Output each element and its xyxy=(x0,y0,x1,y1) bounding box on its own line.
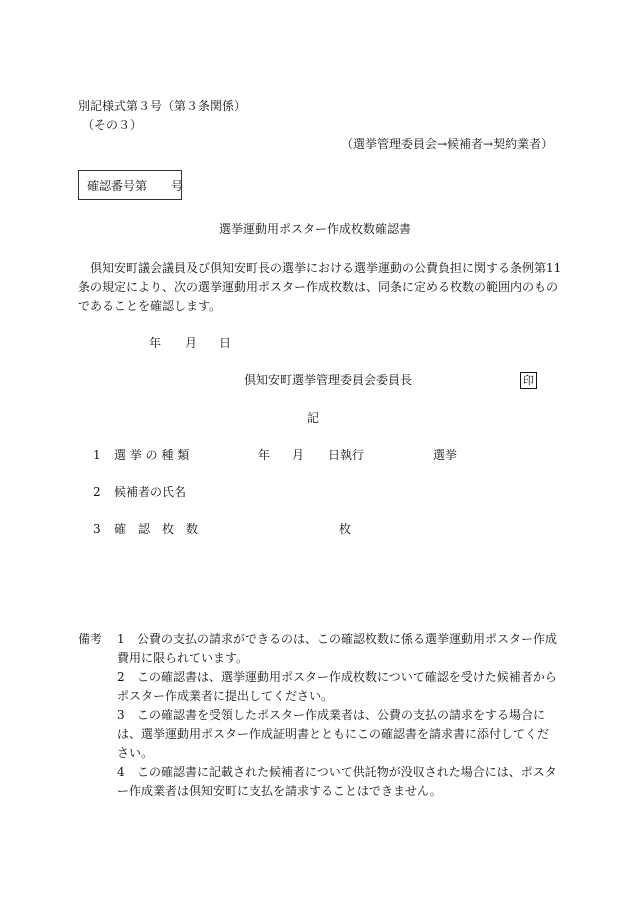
ki-heading: 記 xyxy=(307,411,320,425)
notes-label: 備考 xyxy=(78,632,103,646)
note-2-number: 2 xyxy=(117,670,125,684)
note-4-line-2: ー作成業者は倶知安町に支払を請求することはできません。 xyxy=(117,784,442,798)
seal-mark: 印 xyxy=(520,372,537,389)
note-3-number: 3 xyxy=(117,708,125,722)
note-2-line-1: この確認書は、選挙運動用ポスター作成枚数について確認を受けた候補者から xyxy=(137,670,557,684)
date-year: 年 xyxy=(149,336,162,350)
item-3-label: 確 認 枚 数 xyxy=(114,522,199,536)
item-3-number: 3 xyxy=(93,522,101,536)
item-3-unit: 枚 xyxy=(339,522,352,536)
item-1-suffix: 選挙 xyxy=(433,448,458,462)
routing-note: （選挙管理委員会→候補者→契約業者） xyxy=(341,137,554,151)
note-1-line-2: 費用に限られています。 xyxy=(117,651,249,665)
note-1-number: 1 xyxy=(117,632,125,646)
item-2-number: 2 xyxy=(93,485,101,499)
date-day: 日 xyxy=(219,336,232,350)
confirmation-number-box xyxy=(78,170,182,200)
item-1-month: 月 xyxy=(292,448,305,462)
note-2-line-2: ポスター作成業者に提出してください。 xyxy=(117,689,334,703)
item-1-day: 日執行 xyxy=(328,448,365,462)
note-4-number: 4 xyxy=(117,765,125,779)
note-1-line-1: 公費の支払の請求ができるのは、この確認枚数に係る選挙運動用ポスター作成 xyxy=(137,632,558,646)
sub-number: （その３） xyxy=(82,118,143,132)
signatory-name: 倶知安町選挙管理委員会委員長 xyxy=(244,373,413,387)
note-3-line-2: は、選挙運動用ポスター作成証明書とともにこの確認書を請求書に添付してくだ xyxy=(117,727,550,741)
form-number: 別記様式第３号（第３条関係） xyxy=(78,99,247,113)
body-line-3: であることを確認します。 xyxy=(78,299,222,313)
item-1-year: 年 xyxy=(258,448,271,462)
note-4-line-1: この確認書に記載された候補者について供託物が没収された場合には、ポスタ xyxy=(137,765,557,779)
item-2-label: 候補者の氏名 xyxy=(114,485,187,499)
item-1-number: 1 xyxy=(93,448,101,462)
note-3-line-3: さい。 xyxy=(117,746,154,760)
date-month: 月 xyxy=(185,336,198,350)
item-1-label: 選 挙 の 種 類 xyxy=(114,448,190,462)
document-title: 選挙運動用ポスター作成枚数確認書 xyxy=(219,222,412,236)
note-3-line-1: この確認書を受領したポスター作成業者は、公費の支払の請求をする場合に xyxy=(137,708,546,722)
body-line-2: 条の規定により、次の選挙運動用ポスター作成枚数は、同条に定める枚数の範囲内のもの xyxy=(78,280,559,294)
body-line-1: 倶知安町議会議員及び倶知安町長の選挙における選挙運動の公費負担に関する条例第11 xyxy=(90,261,562,275)
confirmation-number-label: 確認番号第 号 xyxy=(87,179,184,193)
